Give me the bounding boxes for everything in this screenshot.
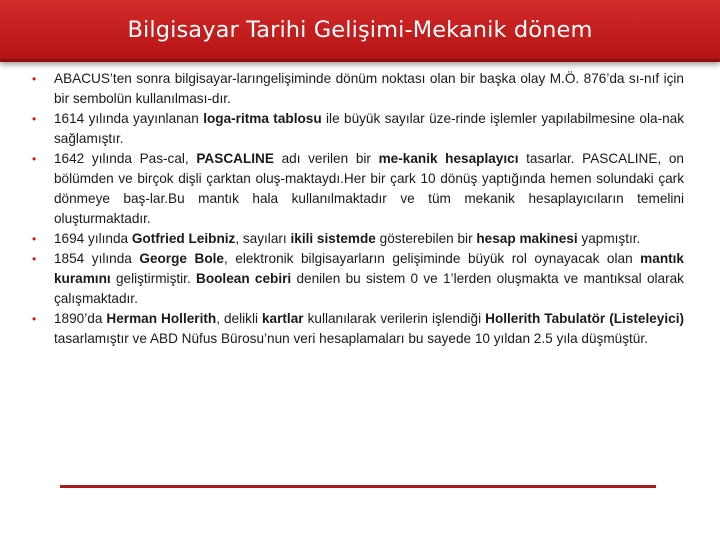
bullet-text-bold: Hollerith Tabulatör (Listeleyici)	[485, 311, 685, 326]
bullet-text: 1854 yılında	[54, 251, 140, 266]
bullet-text-bold: George Bole	[139, 251, 224, 266]
bottom-divider	[60, 485, 656, 488]
bullet-marker: •	[32, 252, 37, 266]
bullet-item	[32, 229, 684, 249]
bullet-item	[32, 69, 684, 109]
bullet-text: gösterebilen bir	[375, 231, 477, 246]
bullet-marker: •	[32, 72, 37, 86]
bullet-text: tasarlamıştır ve ABD Nüfus Bürosu’nun veri hesaplamaları bu sayede 10 yıldan 2.5 yıla düşmüştür.	[54, 331, 648, 346]
bullet-text: denilen bu sistem 0 ve 1’lerden oluşmakta ve mantıksal olarak çalışmaktadır.	[54, 271, 684, 306]
bullet-text: geliştirmiştir.	[110, 271, 196, 286]
bullet-text-bold: mantık kuramını	[54, 251, 684, 286]
bullet-text: 1890’da	[54, 311, 107, 326]
bullet-marker: •	[32, 112, 37, 126]
bullet-text-bold: Herman Hollerith	[106, 311, 217, 326]
bullet-text: tasarlar. PASCALINE, on bölümden ve birçok dişli çarktan oluş-maktaydı.Her bir çark 10 dönüş yaptığında hemen solundaki çark dönmeye baş-lar.Bu mantık hala kullanılmaktadır ve tüm mekanik hesaplayıcıların temelini oluşturmaktadır.	[54, 151, 684, 226]
bullet-text: ile büyük sayılar üze-rinde işlemler yapılabilmesine ola-nak sağlamıştır.	[54, 111, 685, 146]
bullet-text-bold: Boolean cebiri	[196, 271, 292, 286]
bullet-item	[32, 309, 684, 349]
bullet-text: , delikli	[216, 311, 262, 326]
bullet-text: yapmıştır.	[577, 231, 641, 246]
title-bar	[0, 0, 720, 62]
bullet-text: 1642 yılında Pas-cal,	[54, 151, 197, 166]
bullet-text: ABACUS’ten sonra bilgisayar-larıngelişiminde dönüm noktası olan bir başka olay M.Ö. 876’da sı-nıf için bir sembolün kullanılması-dır.	[54, 71, 684, 106]
bullet-text: , sayıları	[235, 231, 291, 246]
bullet-item	[32, 249, 684, 309]
bullet-text: kullanılarak verilerin işlendiği	[303, 311, 486, 326]
bullet-marker: •	[32, 152, 37, 166]
bullet-text-bold: me-kanik hesaplayıcı	[378, 151, 519, 166]
bullet-list	[32, 69, 684, 349]
bullet-text-bold: hesap makinesi	[476, 231, 578, 246]
slide-title: Bilgisayar Tarihi Gelişimi-Mekanik dönem	[127, 16, 593, 43]
bullet-marker: •	[32, 312, 37, 326]
bullet-text-bold: ikili sistemde	[290, 231, 376, 246]
bullet-marker: •	[32, 232, 37, 246]
bullet-text: 1694 yılında	[54, 231, 132, 246]
bullet-text: 1614 yılında yayınlanan	[54, 111, 204, 126]
bullet-item	[32, 149, 684, 229]
bullet-text-bold: Gotfried Leibniz	[131, 231, 236, 246]
bullet-text: adı verilen bir	[273, 151, 379, 166]
bullet-text-bold: kartlar	[262, 311, 304, 326]
bullet-text-bold: PASCALINE	[196, 151, 274, 166]
bullet-text: , elektronik bilgisayarların gelişiminde büyük rol oynayacak olan	[223, 251, 641, 266]
bullet-text-bold: loga-ritma tablosu	[203, 111, 322, 126]
bullet-item	[32, 109, 684, 149]
